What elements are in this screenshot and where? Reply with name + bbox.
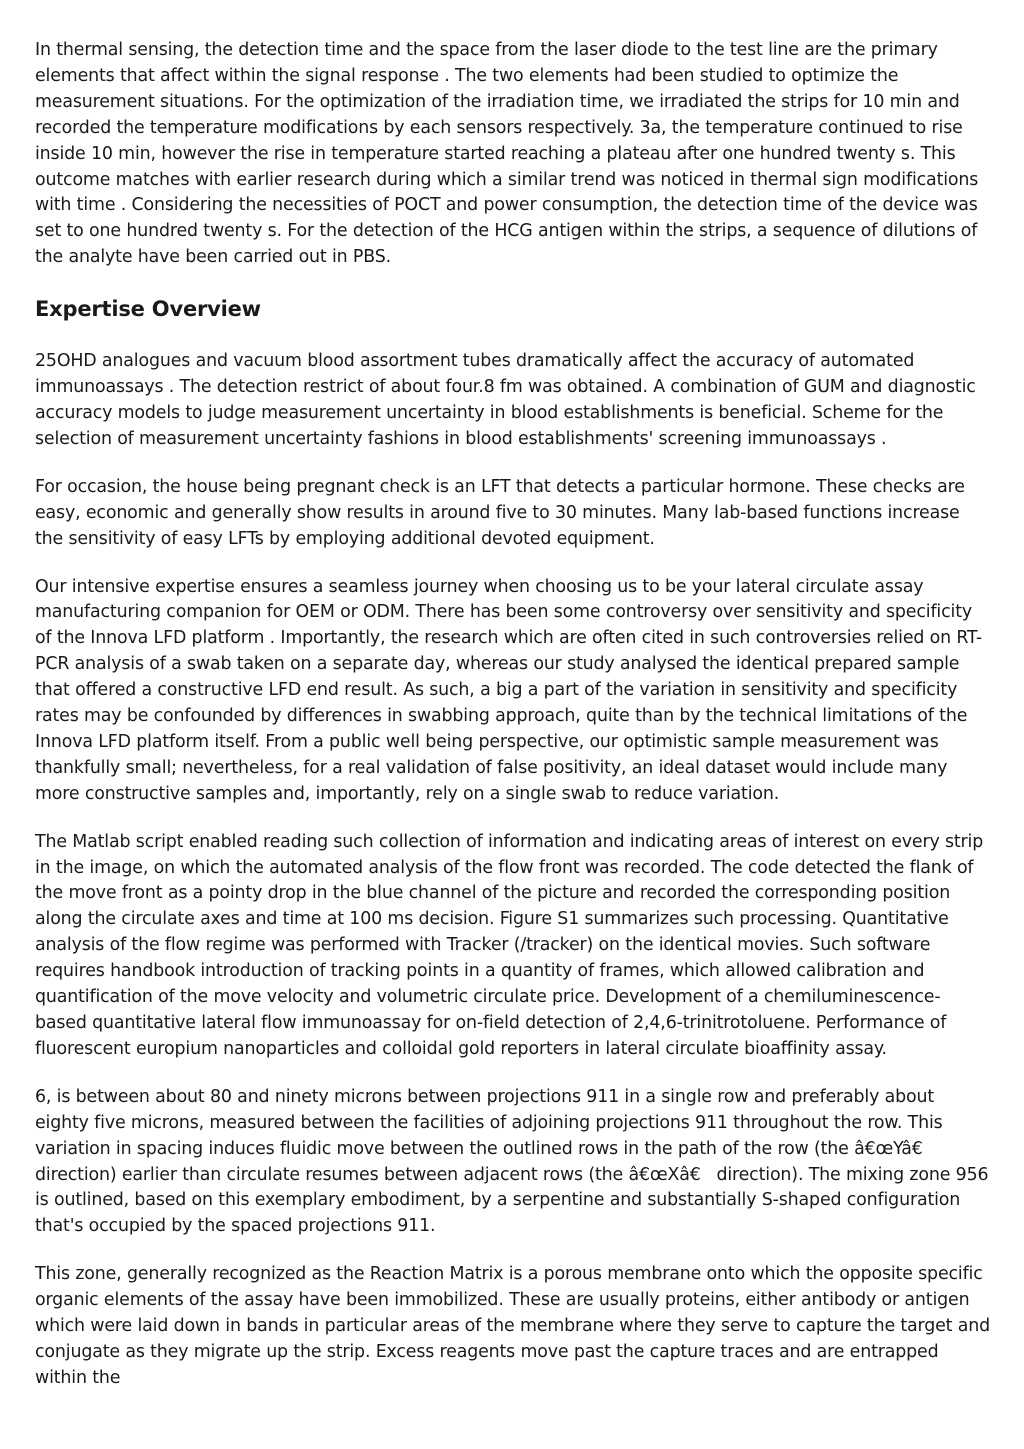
body-paragraph: The Matlab script enabled reading such collection of information and indicating areas of interest on every strip in the image, on which the automated analysis of the flow front was recorded. The code detected the flank of the move front as a pointy drop in the blue channel of the picture and recorded the corresponding position along the circulate axes and time at 100 ms decision. Figure S1 summarizes such processing. Quantitative analysis of the flow regime was performed with Tracker (/tracker) on the identical movies. Such software requires handbook introduction of tracking points in a quantity of frames, which allowed calibration and quantification of the move velocity and volumetric circulate price. Development of a chemiluminescence-based quantitative lateral flow immunoassay for on-field detection of 2,4,6-trinitrotoluene. Performance of fluorescent europium nanoparticles and colloidal gold reporters in lateral circulate bioaffinity assay.	[35, 831, 984, 1059]
body-paragraph: This zone, generally recognized as the Reaction Matrix is a porous membrane onto which the opposite specific organic elements of the assay have been immobilized. These are usually proteins, either antibody or antigen which were laid down in bands in particular areas of the membrane where they serve to capture the target and conjugate as they migrate up the strip. Excess reagents move past the capture traces and are entrapped within the	[35, 1264, 991, 1388]
body-paragraph: 25OHD analogues and vacuum blood assortment tubes dramatically affect the accuracy of automated immunoassays . The detection restrict of about four.8 fm was obtained. A combination of GUM and diagnostic accuracy models to judge measurement uncertainty in blood establishments is beneficial. Scheme for the selection of measurement uncertainty fashions in blood establishments' screening immunoassays .	[35, 351, 976, 449]
body-paragraph: Our intensive expertise ensures a seamless journey when choosing us to be your lateral circulate assay manufacturing companion for OEM or ODM. There has been some controversy over sensitivity and specificity of the Innova LFD platform . Importantly, the research which are often cited in such controversies relied on RT-PCR analysis of a swab taken on a separate day, whereas our study analysed the identical prepared sample that offered a constructive LFD end result. As such, a big a part of the variation in sensitivity and specificity rates may be confounded by differences in swabbing approach, quite than by the technical limitations of the Innova LFD platform itself. From a public well being perspective, our optimistic sample measurement was thankfully small; nevertheless, for a real validation of false positivity, an ideal dataset would include many more constructive samples and, importantly, rely on a single swab to reduce variation.	[35, 576, 983, 804]
section-heading: Expertise Overview	[35, 297, 261, 322]
body-paragraph: For occasion, the house being pregnant check is an LFT that detects a particular hormone. These checks are easy, economic and generally show results in around five to 30 minutes. Many lab-based functions increase the sensitivity of easy LFTs by employing additional devoted equipment.	[35, 476, 965, 549]
body-paragraph: 6, is between about 80 and ninety microns between projections 911 in a single row and preferably about eighty five microns, measured between the facilities of adjoining projections 911 throughout the row. This variation in spacing induces fluidic move between the outlined rows in the path of the row (the â€œYâ€ direction) earlier than circulate resumes between adjacent rows (the â€œXâ€ direction). The mixing zone 956 is outlined, based on this exemplary embodiment, by a serpentine and substantially S-shaped configuration that's occupied by the spaced projections 911.	[35, 1086, 989, 1237]
intro-paragraph: In thermal sensing, the detection time and the space from the laser diode to the test line are the primary elements that affect within the signal response . The two elements had been studied to optimize the measurement situations. For the optimization of the irradiation time, we irradiated the strips for 10 min and recorded the temperature modifications by each sensors respectively. 3a, the temperature continued to rise inside 10 min, however the rise in temperature started reaching a plateau after one hundred twenty s. This outcome matches with earlier research during which a similar trend was noticed in thermal sign modifications with time . Considering the necessities of POCT and power consumption, the detection time of the device was set to one hundred twenty s. For the detection of the HCG antigen within the strips, a sequence of dilutions of the analyte have been carried out in PBS.	[35, 40, 979, 268]
